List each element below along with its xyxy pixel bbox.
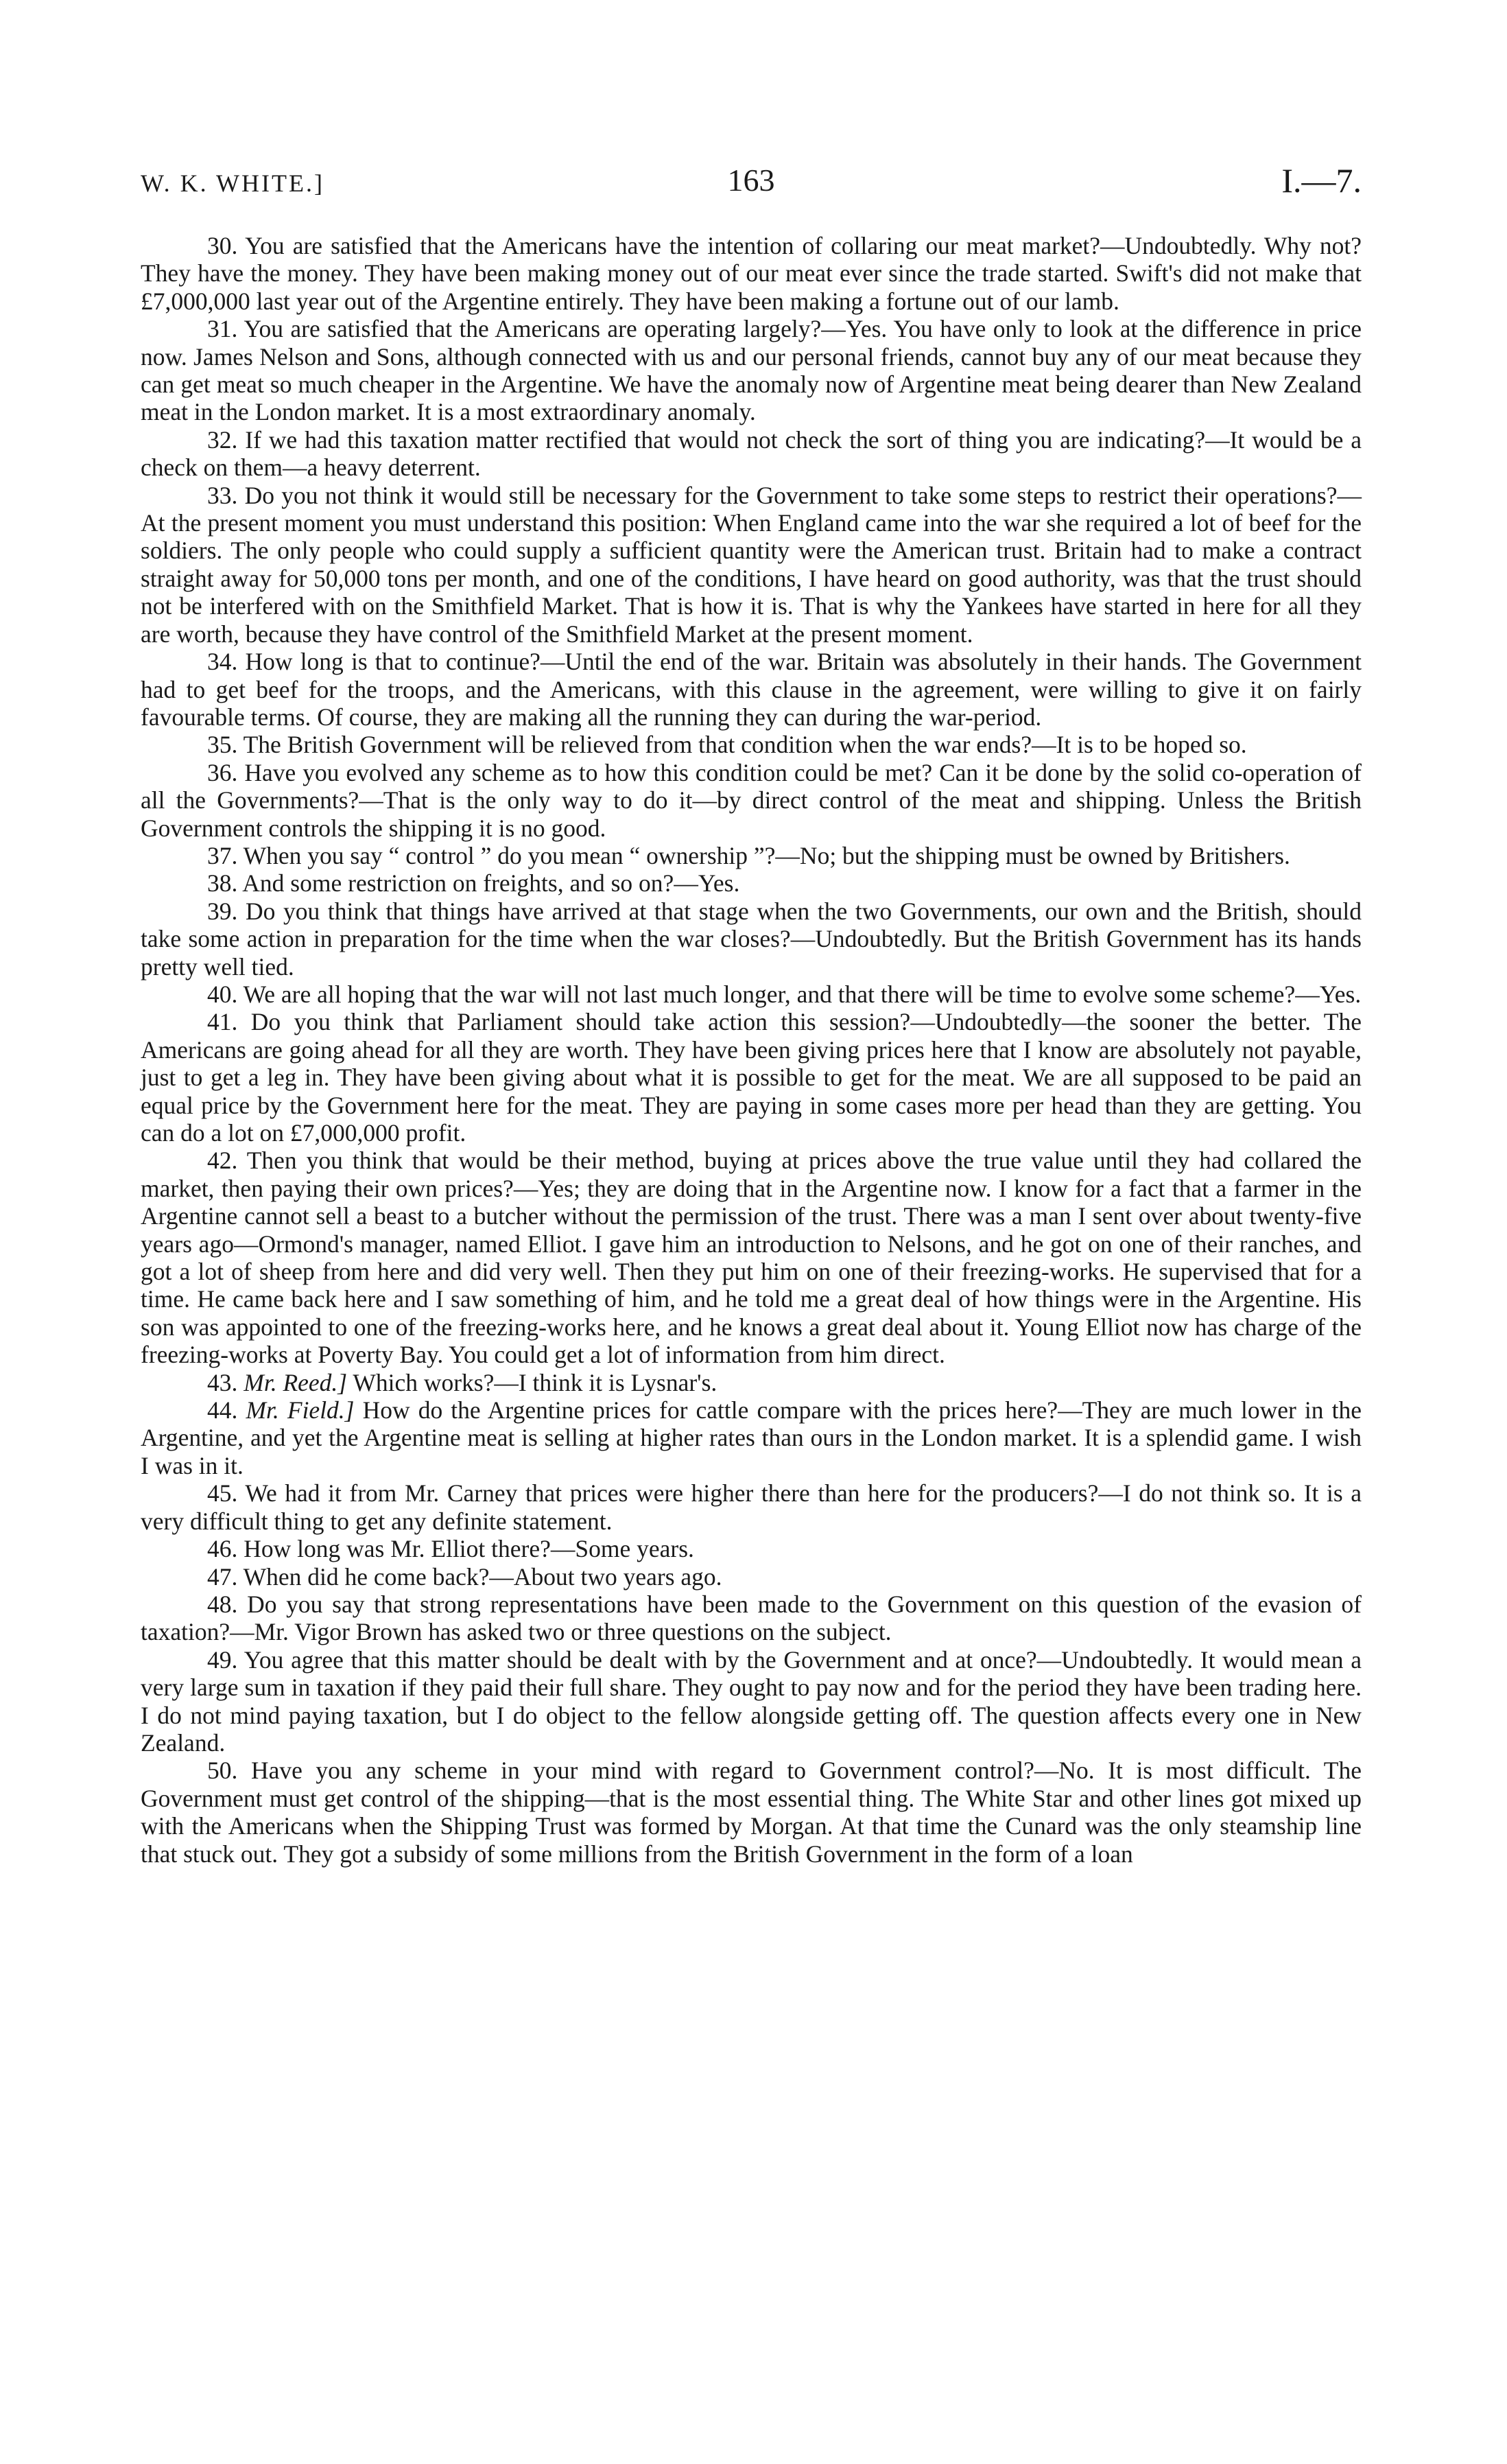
paragraph-43 — [141, 1369, 1362, 1396]
question-number: 46. — [207, 1535, 238, 1563]
paragraph-48 — [141, 1591, 1362, 1646]
paragraph-41 — [141, 1008, 1362, 1147]
question-number: 45. — [207, 1479, 238, 1507]
question-number: 35. — [207, 731, 238, 759]
speaker-name: Mr. Field.] — [246, 1396, 355, 1424]
paragraph-34 — [141, 648, 1362, 731]
paragraph-text: You agree that this matter should be dealt with by the Government and at once?—Undoubtedly. It would mean a very large sum in taxation if they paid their full share. They ought to pay now and for the period they have been trading here. I do not mind paying taxation, but I do object to the fellow alongside getting off. The question affects every one in New Zealand. — [141, 1645, 1362, 1757]
question-number: 41. — [207, 1008, 238, 1036]
paragraph-text: When did he come back?—About two years ago. — [243, 1562, 722, 1591]
paragraph-text: We had it from Mr. Carney that prices were higher there than here for the producers?—I do not think so. It is a very difficult thing to get any definite statement. — [141, 1479, 1362, 1535]
question-number: 31. — [207, 315, 238, 343]
paragraph-text: How do the Argentine prices for cattle compare with the prices here?—They are much lower in the Argentine, and yet the Argentine meat is selling at higher rates than ours in the London market. It is a splendid game. I wish I was in it. — [141, 1396, 1362, 1479]
paragraph-text: How long was Mr. Elliot there?—Some years. — [244, 1535, 694, 1563]
paragraph-30 — [141, 232, 1362, 315]
paragraph-text: Have you any scheme in your mind with regard to Government control?—No. It is most difficult. The Government must get control of the shipping—that is the most essential thing. The White Star and other lines got mixed up with the Americans when the Shipping Trust was formed by Morgan. At that time the Cunard was the only steamship line that stuck out. They got a subsidy of some millions from the British Government in the form of a loan — [141, 1757, 1362, 1868]
question-number: 37. — [207, 841, 238, 869]
question-number: 39. — [207, 897, 238, 925]
paragraph-text: When you say “ control ” do you mean “ ownership ”?—No; but the shipping must be owned by Britishers. — [243, 841, 1290, 869]
paragraph-text: Then you think that would be their method, buying at prices above the true value until they had collared the market, then paying their own prices?—Yes; they are doing that in the Argentine now. I know for a fact that a farmer in the Argentine cannot sell a beast to a butcher without the permission of the trust. There was a man I sent over about twenty-five years ago—Ormond's manager, named Elliot. I gave him an introduction to Nelsons, and he got on one of their ranches, and got a lot of sheep from here and did very well. Then they put him on one of their freezing-works. He supervised that for a time. He came back here and I saw something of him, and he told me a great deal of how things were in the Argentine. His son was appointed to one of the freezing-works here, and he knows a great deal about it. Young Elliot now has charge of the freezing-works at Poverty Bay. You could get a lot of information from him direct. — [141, 1147, 1362, 1369]
question-number: 38. — [207, 869, 238, 897]
question-number: 50. — [207, 1757, 238, 1785]
question-number: 33. — [207, 481, 238, 509]
paragraph-49 — [141, 1646, 1362, 1757]
page-header — [141, 156, 1362, 204]
paragraph-32 — [141, 426, 1362, 482]
page-number: 163 — [727, 163, 775, 198]
paragraph-47 — [141, 1563, 1362, 1591]
paragraph-36 — [141, 759, 1362, 842]
paragraph-46 — [141, 1535, 1362, 1562]
paragraph-text: Do you not think it would still be necessary for the Government to take some steps to restrict their operations?—At the present moment you must understand this position: When England came into the war she required a lot of beef for the soldiers. The only people who could supply a sufficient quantity were the American trust. Britain had to make a contract straight away for 50,000 tons per month, and one of the conditions, I have heard on good authority, was that the trust should not be interfered with on the Smithfield Market. That is how it is. That is why the Yankees have started in here for all they are worth, because they have control of the Smithfield Market at the present moment. — [141, 481, 1362, 648]
paragraph-40 — [141, 981, 1362, 1008]
paragraph-text: Which works?—I think it is Lysnar's. — [353, 1368, 717, 1396]
paragraph-35 — [141, 731, 1362, 758]
question-number: 30. — [207, 232, 238, 259]
question-number: 32. — [207, 425, 238, 454]
question-number: 40. — [207, 980, 238, 1008]
paragraph-text: How long is that to continue?—Until the end of the war. Britain was absolutely in their hands. The Government had to get beef for the troops, and the Americans, with this clause in the agreement, were willing to give it on fairly favourable terms. Of course, they are making all the running they can during the war-period. — [141, 648, 1362, 731]
paragraph-42 — [141, 1147, 1362, 1368]
paragraph-37 — [141, 842, 1362, 869]
question-number: 34. — [207, 648, 238, 676]
paragraph-text: You are satisfied that the Americans are operating largely?—Yes. You have only to look at the difference in price now. James Nelson and Sons, although connected with us and our personal friends, cannot buy any of our meat because they can get meat so much cheaper in the Argentine. We have the anomaly now of Argentine meat being dearer than New Zealand meat in the London market. It is a most extraordinary anomaly. — [141, 315, 1362, 426]
paragraph-text: Do you think that things have arrived at that stage when the two Governments, our own and the British, should take some action in preparation for the time when the war closes?—Undoubtedly. But the British Government has its hands pretty well tied. — [141, 897, 1362, 981]
question-number: 43. — [207, 1368, 238, 1396]
paragraph-text: You are satisfied that the Americans have the intention of collaring our meat market?—Undoubtedly. Why not? They have the money. They have been making money out of our meat ever since the trade started. Swift's did not make that £7,000,000 last year out of the Argentine entirely. They have been making a fortune out of our lamb. — [141, 232, 1362, 315]
paragraph-text: Do you say that strong representations have been made to the Government on this question of the evasion of taxation?—Mr. Vigor Brown has asked two or three questions on the subject. — [141, 1590, 1362, 1646]
question-number: 48. — [207, 1590, 238, 1618]
question-number: 36. — [207, 758, 238, 786]
paragraph-text: We are all hoping that the war will not last much longer, and that there will be time to evolve some scheme?—Yes. — [243, 980, 1362, 1008]
paper-reference: I.—7. — [1281, 161, 1362, 200]
paragraph-text: If we had this taxation matter rectified that would not check the sort of thing you are indicating?—It would be a check on them—a heavy deterrent. — [141, 425, 1362, 482]
paragraph-31 — [141, 315, 1362, 426]
paragraph-33 — [141, 482, 1362, 648]
paragraph-39 — [141, 897, 1362, 981]
paragraph-text: And some restriction on freights, and so on?—Yes. — [242, 869, 740, 897]
witness-name: W. K. WHITE.] — [141, 169, 324, 197]
paragraph-text: Have you evolved any scheme as to how this condition could be met? Can it be done by the solid co-operation of all the Governments?—That is the only way to do it—by direct control of the meat and shipping. Unless the British Government controls the shipping it is no good. — [141, 758, 1362, 842]
paragraph-text: The British Government will be relieved from that condition when the war ends?—It is to be hoped so. — [243, 731, 1247, 759]
paragraph-45 — [141, 1479, 1362, 1535]
question-number: 42. — [207, 1147, 238, 1175]
paragraph-44 — [141, 1396, 1362, 1479]
question-number: 49. — [207, 1645, 238, 1674]
paragraph-text: Do you think that Parliament should take action this session?—Undoubtedly—the sooner the better. The Americans are going ahead for all they are worth. They have been giving prices here that I know are absolutely not payable, just to get a leg in. They have been giving about what it is possible to get for the meat. We are all supposed to be paid an equal price by the Government here for the meat. They are paying in some cases more per head than they are getting. You can do a lot on £7,000,000 profit. — [141, 1008, 1362, 1147]
evidence-body — [141, 232, 1362, 1868]
paragraph-50 — [141, 1757, 1362, 1868]
speaker-name: Mr. Reed.] — [244, 1368, 348, 1396]
question-number: 44. — [207, 1396, 238, 1424]
paragraph-38 — [141, 869, 1362, 897]
question-number: 47. — [207, 1562, 238, 1591]
